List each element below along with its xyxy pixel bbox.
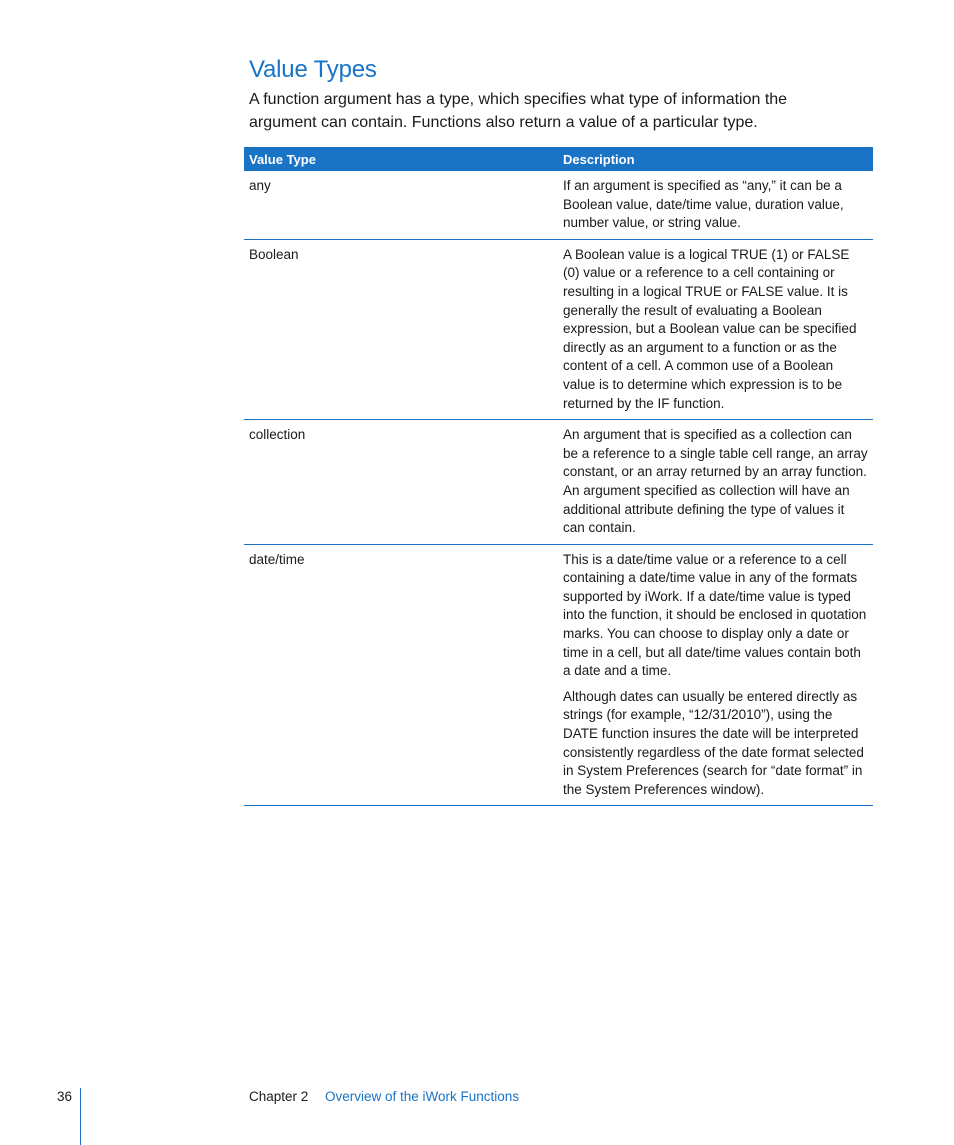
table-header bbox=[244, 147, 873, 171]
description-cell bbox=[558, 246, 873, 413]
value-type-cell: any bbox=[249, 178, 271, 193]
chapter-label: Chapter 2 bbox=[249, 1089, 309, 1104]
value-type-cell: date/time bbox=[249, 551, 305, 567]
description-cell bbox=[558, 551, 873, 800]
section-title: Value Types bbox=[249, 56, 377, 83]
description-paragraph: Although dates can usually be entered directly as strings (for example, “12/31/2010”), using the DATE function insures the date will be interpreted consistently regardless of the date format selected in System Preferences (search for “date format” in the System Preferences window). bbox=[563, 688, 864, 797]
description-cell bbox=[558, 426, 873, 538]
description-cell bbox=[558, 177, 873, 233]
description-paragraph: An argument that is specified as a collection can be a reference to a single table cell range, an array constant, or an array returned by an array function. An argument specified as collection will have an additional attribute defining the type of values it can contain. bbox=[563, 427, 868, 536]
header-description: Description bbox=[563, 151, 635, 167]
description-paragraph: This is a date/time value or a reference to a cell containing a date/time value in any of the formats supported by iWork. If a date/time value is typed into the function, it should be enclosed in quotation marks. You can choose to display only a date or time in a cell, but all date/time values contain both a date and a time. bbox=[563, 551, 867, 679]
table-row bbox=[244, 240, 873, 420]
section-intro: A function argument has a type, which specifies what type of information the argument can contain. Functions also return a value of a particular type. bbox=[249, 91, 788, 131]
value-types-table bbox=[244, 147, 873, 806]
table-row bbox=[244, 545, 873, 807]
table-row bbox=[244, 171, 873, 240]
value-type-cell: collection bbox=[249, 427, 306, 443]
page-number: 36 bbox=[57, 1089, 73, 1104]
description-paragraph: A Boolean value is a logical TRUE (1) or FALSE (0) value or a reference to a cell containing or resulting in a logical TRUE or FALSE value. It is generally the result of evaluating a Boolean expression, but a Boolean value can be specified directly as an argument to a function or as the content of a cell. A common use of a Boolean value is to determine which expression is to be returned by the IF function. bbox=[563, 246, 857, 411]
description-paragraph: If an argument is specified as “any,” it can be a Boolean value, date/time value, duration value, number value, or string value. bbox=[563, 178, 844, 231]
header-value-type: Value Type bbox=[249, 151, 316, 167]
chapter-title-link[interactable]: Overview of the iWork Functions bbox=[325, 1089, 520, 1104]
footer-divider bbox=[80, 1088, 81, 1145]
value-type-cell: Boolean bbox=[249, 246, 299, 262]
table-row bbox=[244, 420, 873, 545]
